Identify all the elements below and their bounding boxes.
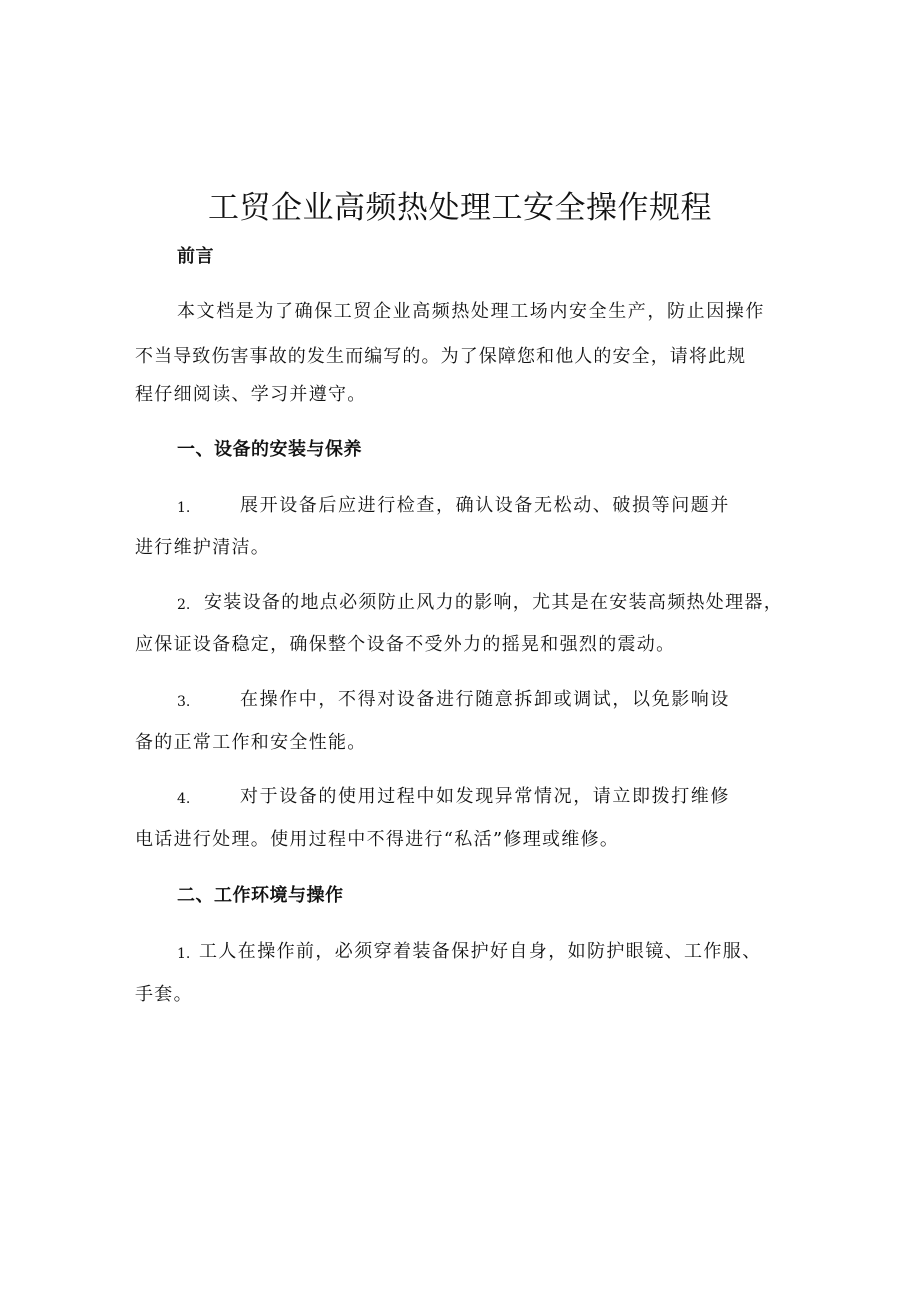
item-line: 电话进行处理。使用过程中不得进行“私活”修理或维修。	[135, 829, 620, 850]
preface-line: 本文档是为了确保工贸企业高频热处理工场内安全生产，防止因操作	[177, 301, 765, 322]
section1-heading: 一、设备的安装与保养	[177, 439, 362, 460]
preface-heading: 前言	[177, 246, 214, 267]
item-number: 2.	[177, 597, 191, 613]
item-line: 工人在操作前，必须穿着装备保护好自身，如防护眼镜、工作服、	[199, 941, 762, 962]
document-title: 工贸企业高频热处理工安全操作规程	[208, 190, 712, 226]
item-line: 对于设备的使用过程中如发现异常情况，请立即拨打维修	[240, 786, 730, 807]
item-number: 3.	[177, 694, 191, 710]
item-line: 进行维护清洁。	[135, 537, 271, 558]
item-number: 1.	[177, 500, 191, 516]
item-line: 安装设备的地点必须防止风力的影响，尤其是在安装高频热处理器，	[204, 592, 783, 613]
item-line: 手套。	[135, 984, 193, 1005]
preface-line: 程仔细阅读、学习并遵守。	[135, 384, 367, 405]
item-number: 4.	[177, 791, 191, 807]
preface-line: 不当导致伤害事故的发生而编写的。为了保障您和他人的安全，请将此规	[135, 346, 747, 367]
item-line: 应保证设备稳定，确保整个设备不受外力的摇晃和强烈的震动。	[135, 634, 676, 655]
section2-heading: 二、工作环境与操作	[177, 885, 344, 906]
item-line: 在操作中，不得对设备进行随意拆卸或调试，以免影响设	[240, 689, 730, 710]
item-line: 展开设备后应进行检查，确认设备无松动、破损等问题并	[240, 495, 730, 516]
item-number: 1.	[177, 946, 191, 962]
item-line: 备的正常工作和安全性能。	[135, 732, 367, 753]
